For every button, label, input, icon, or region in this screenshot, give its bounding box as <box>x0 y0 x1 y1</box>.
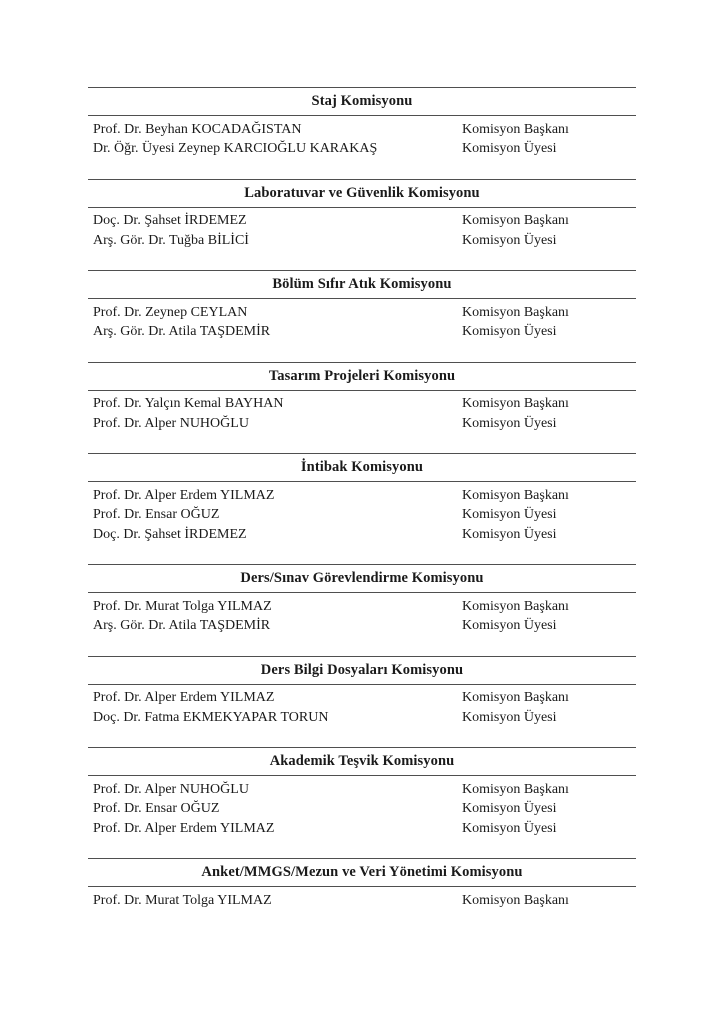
committee-section-3 <box>88 270 636 362</box>
member-name: Prof. Dr. Alper NUHOĞLU <box>93 781 249 797</box>
committee-section-8 <box>88 747 636 858</box>
member-name: Prof. Dr. Ensar OĞUZ <box>93 507 220 522</box>
member-name: Prof. Dr. Alper NUHOĞLU <box>93 415 249 431</box>
member-role: Komisyon Başkanı <box>462 396 569 411</box>
member-row <box>88 231 636 251</box>
member-name: Arş. Gör. Dr. Atila TAŞDEMİR <box>93 324 271 339</box>
committee-list <box>88 87 636 930</box>
committee-members <box>88 482 636 564</box>
committee-members <box>88 593 636 656</box>
member-row <box>88 891 636 911</box>
committee-title: Akademik Teşvik Komisyonu <box>88 748 636 776</box>
member-name: Doç. Dr. Şahset İRDEMEZ <box>93 213 247 228</box>
member-row <box>88 597 636 617</box>
committee-members <box>88 685 636 748</box>
member-row <box>88 414 636 434</box>
member-role: Komisyon Başkanı <box>462 781 569 797</box>
committee-title: Tasarım Projeleri Komisyonu <box>88 363 636 391</box>
member-role: Komisyon Başkanı <box>462 690 569 705</box>
committee-section-9 <box>88 858 636 930</box>
committee-title: Ders Bilgi Dosyaları Komisyonu <box>88 657 636 685</box>
committee-section-5 <box>88 453 636 564</box>
member-name: Prof. Dr. Murat Tolga YILMAZ <box>93 892 272 908</box>
member-name: Prof. Dr. Murat Tolga YILMAZ <box>93 598 272 614</box>
member-role: Komisyon Üyesi <box>462 820 557 836</box>
member-role: Komisyon Üyesi <box>462 232 557 248</box>
committee-members <box>88 391 636 454</box>
committee-section-1 <box>88 87 636 179</box>
member-row <box>88 139 636 159</box>
committee-title: Staj Komisyonu <box>88 88 636 116</box>
member-row <box>88 616 636 636</box>
member-name: Arş. Gör. Dr. Tuğba BİLİCİ <box>93 232 249 248</box>
committee-title: Anket/MMGS/Mezun ve Veri Yönetimi Komisyonu <box>88 859 636 887</box>
member-row <box>88 322 636 342</box>
member-role: Komisyon Üyesi <box>462 141 557 156</box>
member-row <box>88 708 636 728</box>
member-row <box>88 303 636 323</box>
member-row <box>88 819 636 839</box>
member-name: Doç. Dr. Fatma EKMEKYAPAR TORUN <box>93 709 329 725</box>
committee-section-7 <box>88 656 636 748</box>
member-name: Prof. Dr. Zeynep CEYLAN <box>93 304 248 320</box>
committee-section-2 <box>88 179 636 271</box>
member-role: Komisyon Üyesi <box>462 801 557 816</box>
member-name: Prof. Dr. Alper Erdem YILMAZ <box>93 487 275 503</box>
member-row <box>88 120 636 140</box>
committee-members <box>88 208 636 271</box>
member-role: Komisyon Başkanı <box>462 598 569 614</box>
member-row <box>88 525 636 545</box>
member-role: Komisyon Üyesi <box>462 618 557 633</box>
member-role: Komisyon Başkanı <box>462 892 569 908</box>
member-role: Komisyon Üyesi <box>462 324 557 339</box>
committee-members <box>88 116 636 179</box>
committee-title: İntibak Komisyonu <box>88 454 636 482</box>
member-role: Komisyon Üyesi <box>462 526 557 542</box>
member-name: Prof. Dr. Alper Erdem YILMAZ <box>93 820 275 836</box>
committee-section-4 <box>88 362 636 454</box>
member-name: Prof. Dr. Alper Erdem YILMAZ <box>93 690 275 705</box>
member-row <box>88 486 636 506</box>
member-row <box>88 688 636 708</box>
committee-title: Laboratuvar ve Güvenlik Komisyonu <box>88 180 636 208</box>
member-row <box>88 505 636 525</box>
member-name: Prof. Dr. Beyhan KOCADAĞISTAN <box>93 121 302 137</box>
member-row <box>88 780 636 800</box>
member-role: Komisyon Başkanı <box>462 121 569 137</box>
member-role: Komisyon Başkanı <box>462 304 569 320</box>
committee-title: Bölüm Sıfır Atık Komisyonu <box>88 271 636 299</box>
member-row <box>88 211 636 231</box>
committee-members <box>88 776 636 858</box>
member-role: Komisyon Üyesi <box>462 709 557 725</box>
member-role: Komisyon Üyesi <box>462 507 557 522</box>
member-row <box>88 394 636 414</box>
member-role: Komisyon Üyesi <box>462 415 557 431</box>
committee-section-6 <box>88 564 636 656</box>
member-name: Doç. Dr. Şahset İRDEMEZ <box>93 526 247 542</box>
member-name: Prof. Dr. Ensar OĞUZ <box>93 801 220 816</box>
member-name: Dr. Öğr. Üyesi Zeynep KARCIOĞLU KARAKAŞ <box>93 141 378 156</box>
member-row <box>88 799 636 819</box>
member-name: Prof. Dr. Yalçın Kemal BAYHAN <box>93 396 284 411</box>
committee-members <box>88 299 636 362</box>
member-name: Arş. Gör. Dr. Atila TAŞDEMİR <box>93 618 271 633</box>
member-role: Komisyon Başkanı <box>462 213 569 228</box>
member-role: Komisyon Başkanı <box>462 487 569 503</box>
committee-title: Ders/Sınav Görevlendirme Komisyonu <box>88 565 636 593</box>
committee-members <box>88 887 636 930</box>
